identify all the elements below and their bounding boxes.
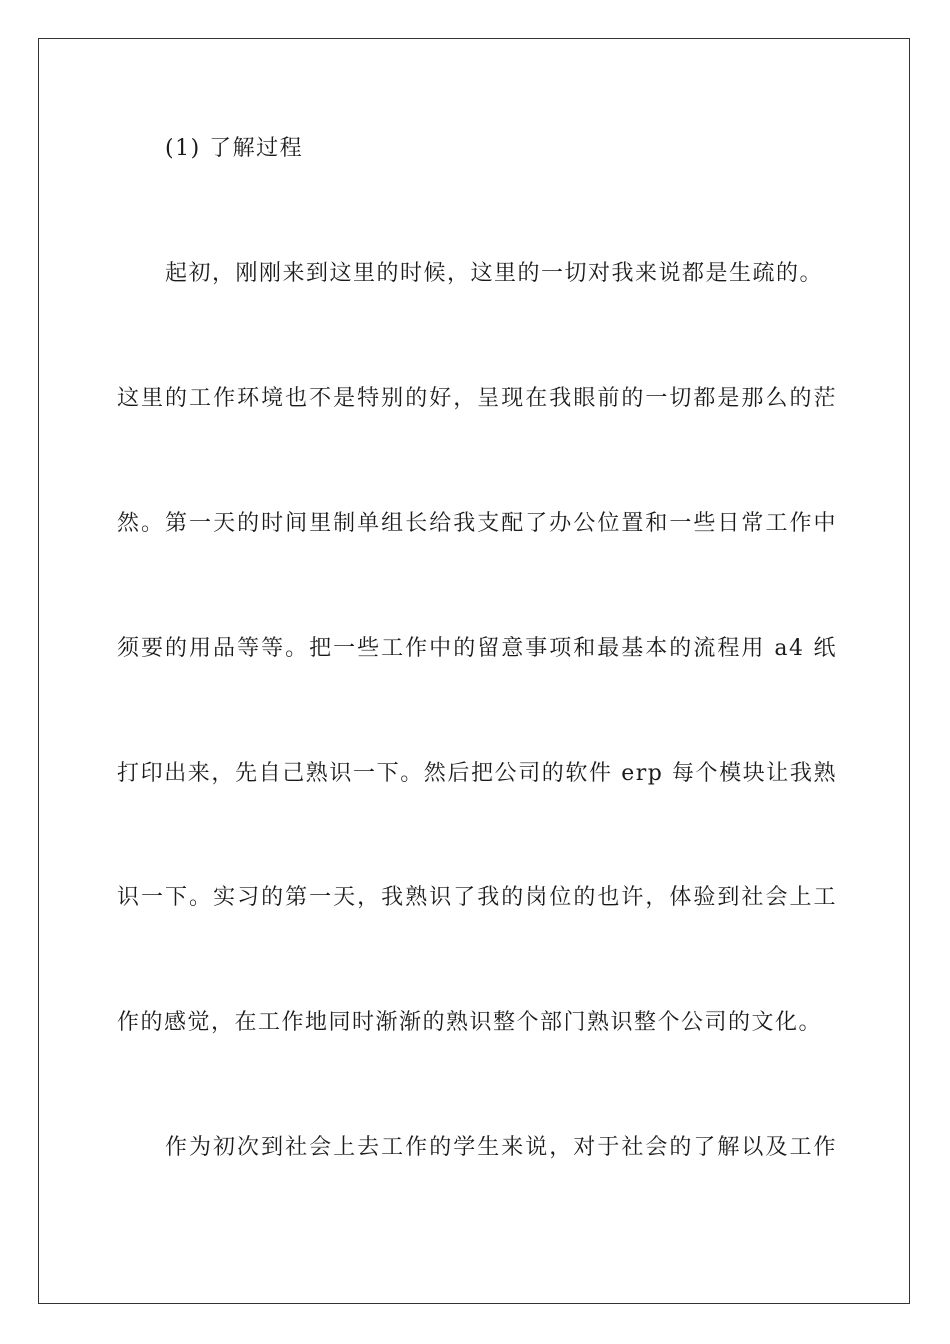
paragraph-line: 打印出来，先自己熟识一下。然后把公司的软件 erp 每个模块让我熟 [117, 761, 837, 786]
paragraph-line: 起初，刚刚来到这里的时候，这里的一切对我来说都是生疏的。 [165, 261, 824, 286]
section-heading: (1) 了解过程 [165, 136, 304, 161]
paragraph-line: 这里的工作环境也不是特别的好，呈现在我眼前的一切都是那么的茫 [117, 386, 837, 411]
paragraph-line: 然。第一天的时间里制单组长给我支配了办公位置和一些日常工作中 [117, 511, 837, 536]
paragraph-line: 须要的用品等等。把一些工作中的留意事项和最基本的流程用 a4 纸 [117, 636, 837, 661]
page-frame [38, 38, 910, 1304]
paragraph-line: 识一下。实习的第一天，我熟识了我的岗位的也许，体验到社会上工 [117, 885, 837, 910]
paragraph-line: 作为初次到社会上去工作的学生来说，对于社会的了解以及工作 [165, 1135, 837, 1160]
paragraph-line: 作的感觉，在工作地同时渐渐的熟识整个部门熟识整个公司的文化。 [117, 1010, 823, 1035]
